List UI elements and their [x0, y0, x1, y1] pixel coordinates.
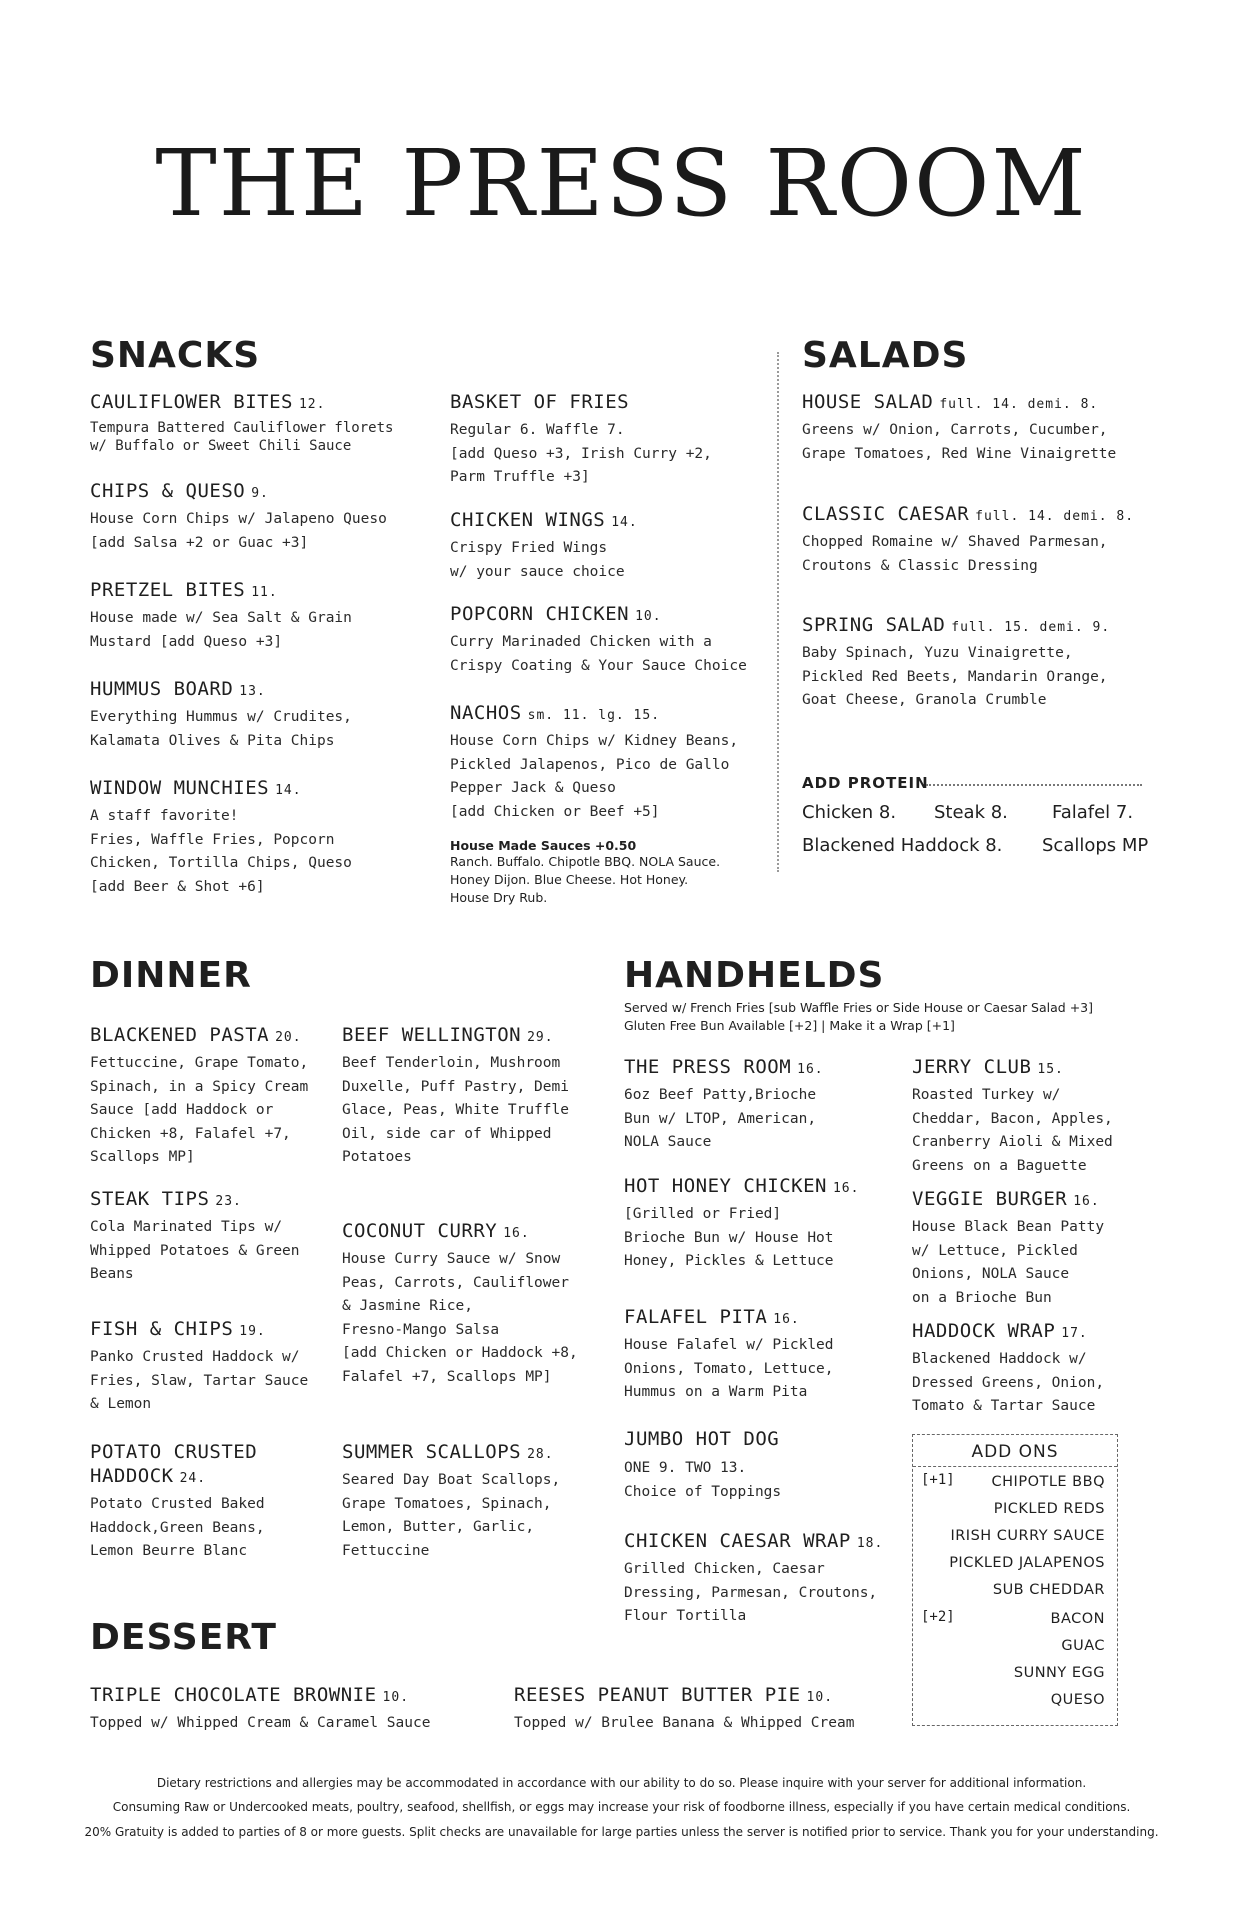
- menu-item: [450, 508, 790, 584]
- menu-item: [90, 1023, 330, 1170]
- menu-item: [90, 390, 430, 455]
- item-price: 20.: [275, 1030, 302, 1045]
- item-description: ONE 9. TWO 13. Choice of Toppings: [624, 1460, 782, 1500]
- add-ons-box: [912, 1434, 1118, 1726]
- menu-item: [90, 578, 430, 654]
- item-price: 12.: [298, 397, 326, 412]
- menu-item: [802, 390, 1182, 466]
- item-description: Everything Hummus w/ Crudites, Kalamata Olives & Pita Chips: [90, 709, 352, 749]
- item-price: 23.: [215, 1194, 242, 1209]
- handhelds-note: Served w/ French Fries [sub Waffle Fries or Side House or Caesar Salad +3]: [624, 1000, 1093, 1015]
- item-name: CHICKEN WINGS: [450, 509, 606, 531]
- item-name: STEAK TIPS: [90, 1188, 210, 1210]
- menu-item: [90, 1683, 510, 1736]
- footer-note: Dietary restrictions and allergies may be accommodated in accordance with our ability to do so. Please inquire with your server for additional information.: [156, 1776, 1087, 1790]
- item-description: Tempura Battered Cauliflower florets w/ Buffalo or Sweet Chili Sauce: [90, 420, 394, 454]
- item-description: Fettuccine, Grape Tomato, Spinach, in a Spicy Cream Sauce [add Haddock or Chicken +8, Falafel +7, Scallops MP]: [90, 1055, 309, 1165]
- add-on-item: QUESO: [1050, 1692, 1105, 1708]
- item-name: NACHOS: [450, 702, 522, 724]
- item-price: 13.: [239, 684, 266, 699]
- item-price: 14.: [275, 783, 302, 798]
- item-price: 10.: [635, 609, 662, 624]
- item-price: 10.: [382, 1690, 410, 1705]
- item-price: full. 14. demi. 8.: [975, 509, 1135, 524]
- menu-item: [624, 1174, 904, 1274]
- item-name: HOUSE SALAD: [802, 391, 934, 413]
- item-description: Grilled Chicken, Caesar Dressing, Parmesan, Croutons, Flour Tortilla: [624, 1561, 878, 1624]
- protein-option: Scallops MP: [1042, 835, 1149, 856]
- item-name: FALAFEL PITA: [624, 1306, 768, 1328]
- item-name: SUMMER SCALLOPS: [342, 1441, 522, 1463]
- add-on-item: PICKLED JALAPENOS: [949, 1555, 1105, 1571]
- item-price: full. 14. demi. 8.: [939, 397, 1099, 412]
- item-description: House Curry Sauce w/ Snow Peas, Carrots, Cauliflower & Jasmine Rice, Fresno-Mango Salsa [add Chicken or Haddock +8, Falafel +7, Scallops MP]: [342, 1251, 578, 1385]
- add-on-item: SUNNY EGG: [1013, 1665, 1105, 1681]
- item-description: Topped w/ Whipped Cream & Caramel Sauce: [90, 1715, 431, 1731]
- item-price: sm. 11. lg. 15.: [527, 708, 661, 723]
- item-description: Topped w/ Brulee Banana & Whipped Cream: [514, 1715, 855, 1731]
- item-price: 16.: [832, 1181, 860, 1196]
- item-price: 28.: [527, 1447, 554, 1462]
- item-name: BASKET OF FRIES: [450, 391, 630, 413]
- item-description: House Black Bean Patty w/ Lettuce, Pickled Onions, NOLA Sauce on a Brioche Bun: [912, 1219, 1105, 1306]
- menu-item: [450, 602, 770, 678]
- menu-item: [624, 1055, 904, 1155]
- add-on-item: SUB CHEDDAR: [992, 1582, 1105, 1598]
- item-price: 16.: [503, 1226, 530, 1241]
- item-price: 11.: [251, 585, 278, 600]
- item-price: 16.: [797, 1062, 824, 1077]
- item-name: SPRING SALAD: [802, 614, 946, 636]
- item-name: POTATO CRUSTED HADDOCK: [90, 1441, 258, 1487]
- item-name: HOT HONEY CHICKEN: [624, 1175, 827, 1197]
- item-name: CHIPS & QUESO: [90, 480, 246, 502]
- item-price: 18.: [856, 1536, 884, 1551]
- item-description: Curry Marinaded Chicken with a Crispy Coating & Your Sauce Choice: [450, 634, 747, 674]
- add-protein-title: ADD PROTEIN: [802, 774, 929, 792]
- menu-item: [342, 1440, 602, 1563]
- footer-note: Consuming Raw or Undercooked meats, poultry, seafood, shellfish, or eggs may increase your risk of foodborne illness, especially if you have certain medical conditions.: [112, 1800, 1131, 1814]
- item-name: BLACKENED PASTA: [90, 1024, 270, 1046]
- item-price: 10.: [806, 1690, 834, 1705]
- menu-item: [450, 701, 790, 824]
- item-price: 17.: [1061, 1326, 1088, 1341]
- handhelds-heading: HANDHELDS: [624, 955, 885, 996]
- menu-item: [624, 1305, 904, 1405]
- item-name: COCONUT CURRY: [342, 1220, 498, 1242]
- item-description: Greens w/ Onion, Carrots, Cucumber, Grape Tomatoes, Red Wine Vinaigrette: [802, 422, 1117, 462]
- item-name: HADDOCK WRAP: [912, 1320, 1056, 1342]
- menu-item: [90, 1317, 330, 1417]
- protein-option: Blackened Haddock 8.: [802, 835, 1003, 856]
- salads-heading: SALADS: [802, 335, 969, 376]
- menu-item: [90, 677, 430, 753]
- item-name: JERRY CLUB: [912, 1056, 1032, 1078]
- item-description: A staff favorite! Fries, Waffle Fries, Popcorn Chicken, Tortilla Chips, Queso [add Beer & Shot +6]: [90, 808, 352, 895]
- item-price: 29.: [527, 1030, 554, 1045]
- item-name: JUMBO HOT DOG: [624, 1428, 780, 1450]
- sauces-block: [450, 838, 770, 907]
- item-description: Crispy Fried Wings w/ your sauce choice: [450, 540, 625, 580]
- menu-item: [624, 1427, 904, 1504]
- item-description: House made w/ Sea Salt & Grain Mustard [add Queso +3]: [90, 610, 352, 650]
- column-divider: [777, 352, 779, 872]
- item-price: 14.: [611, 515, 638, 530]
- item-name: TRIPLE CHOCOLATE BROWNIE: [90, 1684, 377, 1706]
- item-description: Baby Spinach, Yuzu Vinaigrette, Pickled Red Beets, Mandarin Orange, Goat Cheese, Granola Crumble: [802, 645, 1108, 708]
- item-name: THE PRESS ROOM: [624, 1056, 792, 1078]
- protein-option: Steak 8.: [934, 802, 1008, 823]
- menu-item: [912, 1187, 1152, 1310]
- menu-item: [514, 1683, 914, 1736]
- item-price: 19.: [239, 1324, 266, 1339]
- protein-option: Chicken 8.: [802, 802, 897, 823]
- dinner-heading: DINNER: [90, 955, 252, 996]
- item-price: 16.: [773, 1312, 800, 1327]
- menu-item: [624, 1529, 914, 1629]
- menu-item: [912, 1055, 1152, 1178]
- item-name: CLASSIC CAESAR: [802, 503, 970, 525]
- item-name: HUMMUS BOARD: [90, 678, 234, 700]
- dessert-heading: DESSERT: [90, 1617, 277, 1658]
- add-on-tier-label: [+2]: [921, 1609, 955, 1625]
- item-name: PRETZEL BITES: [90, 579, 246, 601]
- item-price: full. 15. demi. 9.: [951, 620, 1111, 635]
- item-name: WINDOW MUNCHIES: [90, 777, 270, 799]
- item-name: VEGGIE BURGER: [912, 1188, 1068, 1210]
- item-price: 15.: [1037, 1062, 1064, 1077]
- item-description: Seared Day Boat Scallops, Grape Tomatoes, Spinach, Lemon, Butter, Garlic, Fettuccine: [342, 1472, 561, 1559]
- item-description: Regular 6. Waffle 7. [add Queso +3, Irish Curry +2, Parm Truffle +3]: [450, 422, 712, 485]
- restaurant-title: THE PRESS ROOM: [155, 130, 1088, 237]
- add-on-item: PICKLED REDS: [993, 1501, 1105, 1517]
- handhelds-note: Gluten Free Bun Available [+2] | Make it a Wrap [+1]: [624, 1018, 955, 1033]
- item-description: [Grilled or Fried] Brioche Bun w/ House Hot Honey, Pickles & Lettuce: [624, 1206, 834, 1269]
- menu-item: [450, 390, 790, 490]
- menu-item: [90, 776, 430, 899]
- item-description: House Corn Chips w/ Jalapeno Queso [add Salsa +2 or Guac +3]: [90, 511, 387, 551]
- protein-option: Falafel 7.: [1052, 802, 1134, 823]
- item-price: 24.: [179, 1471, 207, 1486]
- menu-item: [912, 1319, 1152, 1419]
- menu-item: [90, 479, 430, 555]
- menu-item: [90, 1187, 330, 1287]
- item-name: CAULIFLOWER BITES: [90, 391, 293, 413]
- item-description: Roasted Turkey w/ Cheddar, Bacon, Apples, Cranberry Aioli & Mixed Greens on a Baguette: [912, 1087, 1113, 1174]
- sauces-list: Ranch. Buffalo. Chipotle BBQ. NOLA Sauce. Honey Dijon. Blue Cheese. Hot Honey. House Dry Rub.: [450, 854, 721, 905]
- item-description: 6oz Beef Patty,Brioche Bun w/ LTOP, American, NOLA Sauce: [624, 1087, 817, 1150]
- menu-item: [90, 1440, 330, 1564]
- menu-item: [802, 502, 1182, 578]
- item-description: Beef Tenderloin, Mushroom Duxelle, Puff Pastry, Demi Glace, Peas, White Truffle Oil, side car of Whipped Potatoes: [342, 1055, 569, 1165]
- item-description: Cola Marinated Tips w/ Whipped Potatoes & Green Beans: [90, 1219, 300, 1282]
- add-ons-title: ADD ONS: [913, 1442, 1117, 1467]
- item-description: House Corn Chips w/ Kidney Beans, Pickled Jalapenos, Pico de Gallo Pepper Jack & Queso [add Chicken or Beef +5]: [450, 733, 739, 820]
- item-name: CHICKEN CAESAR WRAP: [624, 1530, 851, 1552]
- item-price: 9.: [251, 486, 269, 501]
- menu-item: [342, 1023, 602, 1170]
- sauces-title: House Made Sauces +0.50: [450, 838, 637, 853]
- item-description: Potato Crusted Baked Haddock,Green Beans, Lemon Beurre Blanc: [90, 1496, 265, 1559]
- add-on-tier-label: [+1]: [921, 1472, 955, 1488]
- item-description: Chopped Romaine w/ Shaved Parmesan, Croutons & Classic Dressing: [802, 534, 1108, 574]
- add-on-item: BACON: [1050, 1611, 1105, 1627]
- menu-item: [342, 1219, 612, 1389]
- item-name: BEEF WELLINGTON: [342, 1024, 522, 1046]
- protein-leader-dots: [926, 784, 1142, 786]
- item-description: House Falafel w/ Pickled Onions, Tomato, Lettuce, Hummus on a Warm Pita: [624, 1337, 834, 1400]
- footer-note: 20% Gratuity is added to parties of 8 or more guests. Split checks are unavailable for large parties unless the server is notified prior to service. Thank you for your understanding.: [84, 1825, 1159, 1839]
- item-price: 16.: [1073, 1194, 1100, 1209]
- item-name: POPCORN CHICKEN: [450, 603, 630, 625]
- menu-item: [802, 613, 1182, 713]
- snacks-heading: SNACKS: [90, 335, 261, 376]
- add-on-item: GUAC: [1061, 1638, 1105, 1654]
- item-name: FISH & CHIPS: [90, 1318, 234, 1340]
- item-description: Blackened Haddock w/ Dressed Greens, Onion, Tomato & Tartar Sauce: [912, 1351, 1105, 1414]
- item-description: Panko Crusted Haddock w/ Fries, Slaw, Tartar Sauce & Lemon: [90, 1349, 309, 1412]
- item-name: REESES PEANUT BUTTER PIE: [514, 1684, 801, 1706]
- add-on-item: IRISH CURRY SAUCE: [950, 1528, 1105, 1544]
- add-on-item: CHIPOTLE BBQ: [991, 1474, 1105, 1490]
